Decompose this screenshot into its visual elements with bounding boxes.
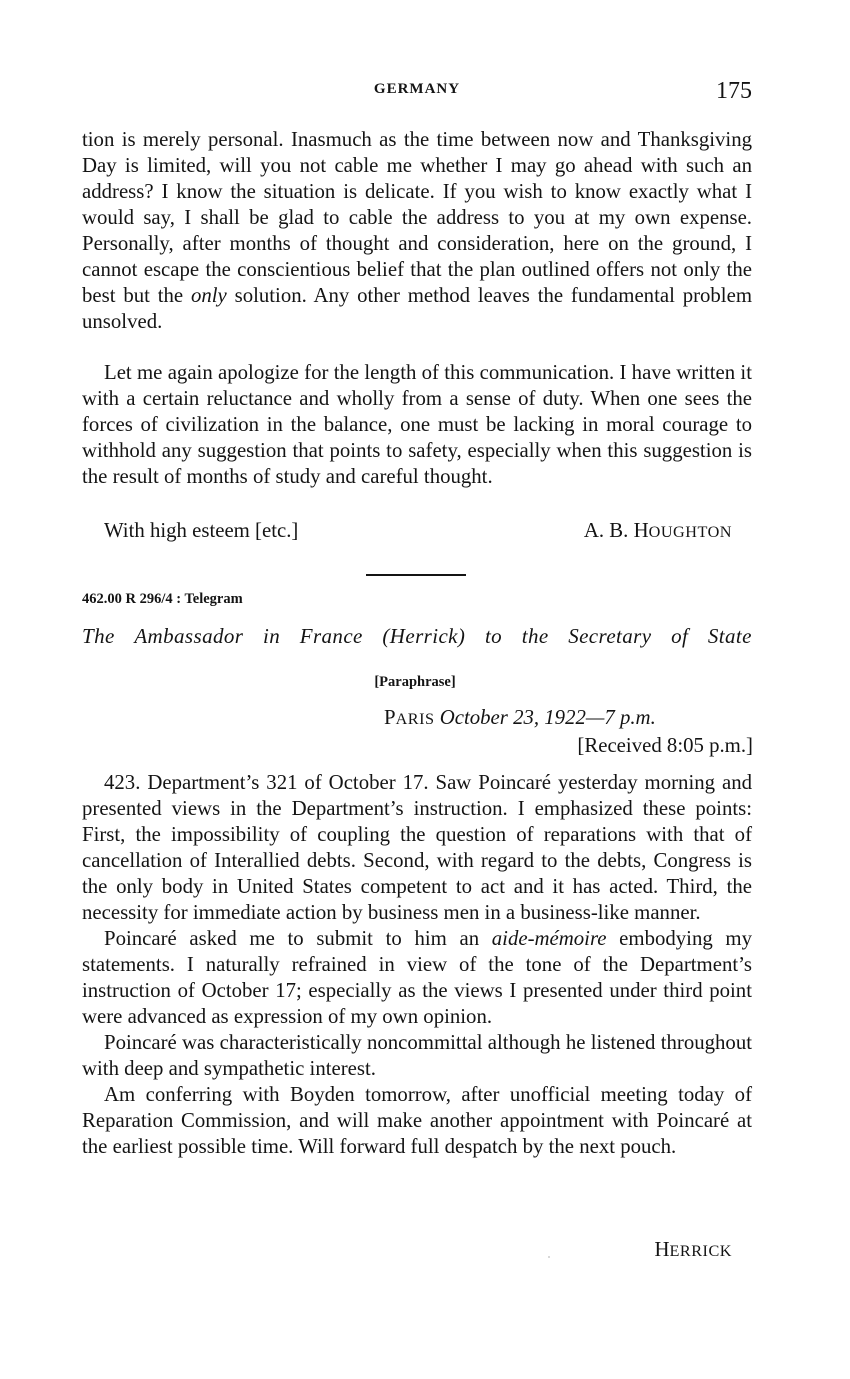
title-word: (Herrick): [382, 624, 466, 648]
title-word: Ambassador: [134, 624, 244, 648]
telegram-paragraph-2-text-a: Poincaré asked me to submit to him an: [104, 927, 492, 950]
letter-paragraph-1: [82, 127, 752, 335]
telegram-paragraph-2-emphasis: aide-mémoire: [491, 927, 607, 950]
title-word: France: [299, 624, 363, 648]
letter-paragraph-1-text-a: tion is merely personal. Inasmuch as the time between now and Thanksgiving Day is limited, will you not cable me whether I may go ahead with such an address? I know the situation is delicate. If you wish to know exactly what I would say, I shall be glad to cable the address to you at my own expense. Personally, after months of thought and consideration, here on the ground, I cannot escape the conscientious belief that the plan outlined offers not only the best but the: [82, 128, 752, 307]
telegram-paragraph-4: Am conferring with Boyden tomorrow, after unofficial meeting today of Reparation Commission, and will make another appointment with Poincaré at the earliest possible time. Will forward full despatch by the next pouch.: [82, 1083, 752, 1158]
telegram-paragraph-2-text-b: embodying my statements. I naturally refrained in view of the tone of the Department’s instruction of October 17; especially as the views I presented under third point were advanced as expression of my own opinion.: [82, 927, 752, 1028]
page-header: [82, 78, 752, 112]
telegram-signature-initial: H: [654, 1238, 670, 1261]
letter-signature-surname: OUGHTON: [648, 523, 732, 541]
title-word: Secretary: [568, 624, 652, 648]
running-head: GERMANY: [373, 81, 461, 97]
dateline-place-initial: P: [384, 706, 396, 729]
paraphrase-label: [Paraphrase]: [374, 674, 456, 690]
letter-paragraph-2: [82, 360, 752, 490]
letter-signature-initials: A. B. H: [583, 519, 649, 542]
dateline-date: October 23, 1922—7 p.m.: [439, 706, 656, 729]
title-word: to: [484, 624, 503, 648]
letter-signature: [584, 518, 732, 545]
page-number: 175: [716, 78, 752, 104]
letter-closing: [104, 518, 732, 544]
telegram-body: [82, 770, 752, 1160]
telegram-paragraph-2: [82, 926, 752, 1030]
complimentary-close: With high esteem [etc.]: [104, 519, 299, 542]
dateline: [384, 706, 656, 730]
received-time: [Received 8:05 p.m.]: [577, 734, 753, 757]
letter-paragraph-1-text-b: solution. Any other method leaves the fundamental problem unsolved.: [82, 284, 752, 333]
document-title: [82, 624, 752, 649]
telegram-signature-rest: ERRICK: [669, 1242, 732, 1260]
title-word: in: [262, 624, 281, 648]
letter-paragraph-1-emphasis: only: [190, 284, 227, 307]
file-reference: 462.00 R 296/4 : Telegram: [82, 591, 243, 607]
telegram-paragraph-1: 423. Department’s 321 of October 17. Saw Poincaré yesterday morning and presented views in the Department’s instruction. I emphasized these points: First, the impossibility of coupling the question of reparations with that of cancellation of Interallied debts. Second, with regard to the debts, Congress is the only body in United States competent to act and it has acted. Third, the necessity for immediate action by business men in a business-like manner.: [82, 771, 752, 924]
dateline-place-rest: ARIS: [395, 710, 435, 728]
page-speck: [548, 1256, 550, 1258]
section-divider: [366, 574, 466, 576]
title-word: State: [707, 624, 752, 648]
telegram-paragraph-3: Poincaré was characteristically noncommittal although he listened throughout with deep and sympathetic interest.: [82, 1031, 752, 1080]
title-word: The: [82, 624, 115, 648]
telegram-signature: [654, 1238, 732, 1262]
letter-paragraph-2-text: Let me again apologize for the length of this communication. I have written it with a certain reluctance and wholly from a sense of duty. When one sees the forces of civilization in the balance, one must be lacking in moral courage to withhold any suggestion that points to safety, especially when this suggestion is the result of months of study and careful thought.: [82, 361, 752, 488]
title-word: of: [671, 624, 689, 648]
title-word: the: [521, 624, 549, 648]
